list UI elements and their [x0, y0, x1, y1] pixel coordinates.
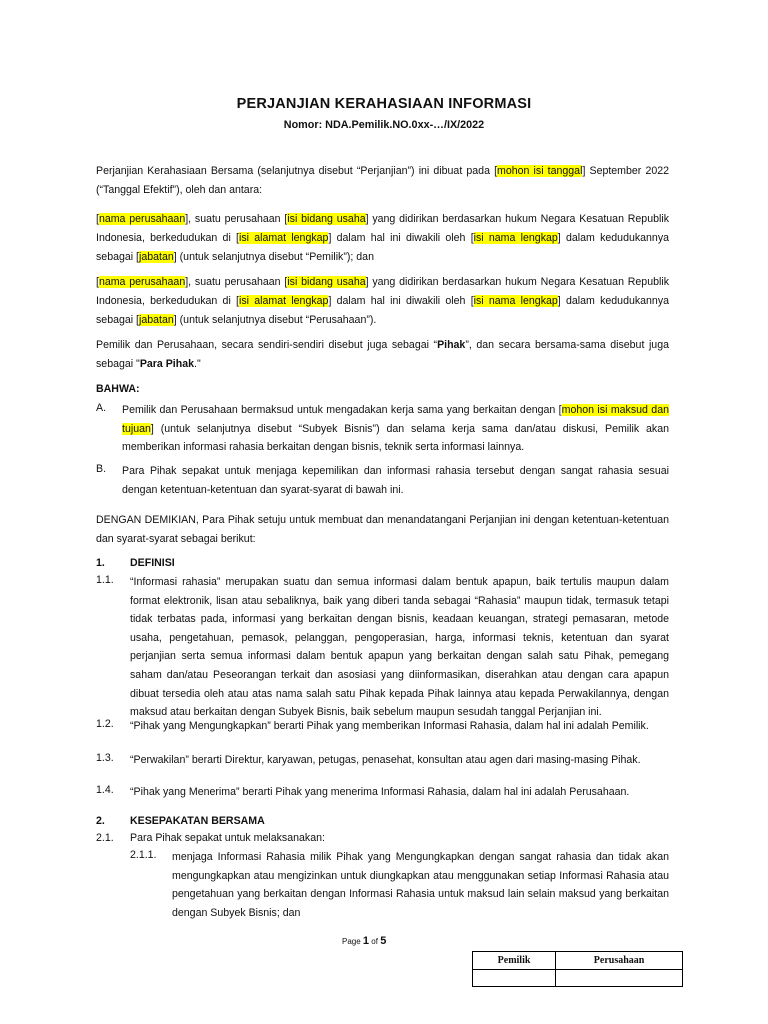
signature-table — [472, 951, 683, 987]
section-2-heading: KESEPAKATAN BERSAMA — [130, 815, 265, 827]
clause-text: “Informasi rahasia” merupakan suatu dan semua informasi dalam bentuk apapun, baik tertulis maupun dalam format elektronik, lisan atau sebaliknya, baik yang diberi tanda sebagai “Rahasia” maupun tidak, termasuk tetapi tidak terbatas pada, informasi yang berkaitan dengan bisnis, keadaan keuangan, strategi pemasaran, metode usaha, pengetahuan, pemasok, pelanggan, pengoperasian, harga, informasi teknis, ketentuan dan syarat perjanjian serta semua informasi dalam bentuk apapun yang berkaitan dengan salah satu Pihak, pemegang saham dan/atau Peseorangan terkait dan asosiasi yang diinformasikan, diserahkan atau dengan cara apapun dibuat tersedia oleh atau atas nama salah satu Pihak kepada Pihak lainnya atau kepada Perwakilannya, dengan maksud atau berkaitan dengan Subyek Bisnis, baik sebelum maupun sesudah tanggal Perjanjian ini. — [130, 576, 669, 719]
term-para-pihak: Para Pihak — [139, 358, 195, 370]
text: ], suatu perusahaan [ — [185, 213, 288, 225]
clause-number: 1.4. — [96, 784, 114, 796]
bahwa-heading: BAHWA: — [96, 383, 140, 395]
company-initial-cell — [556, 970, 683, 987]
clause-number: 1.2. — [96, 718, 114, 730]
text: [ — [96, 276, 99, 288]
clause-text: “Perwakilan” berarti Direktur, karyawan, petugas, penasehat, konsultan atau agen dari masing-masing Pihak. — [130, 754, 641, 766]
text: ] dalam kedudukannya sebagai [ — [96, 232, 670, 263]
clause-number: 1.1. — [96, 574, 114, 586]
text: [ — [96, 213, 99, 225]
term-pihak: Pihak — [437, 339, 466, 351]
address-placeholder: isi alamat lengkap — [239, 232, 329, 244]
clause-text: Para Pihak sepakat untuk melaksanakan: — [130, 832, 325, 844]
text: ] yang didirikan berdasarkan hukum Negara Kesatuan Republik Indonesia, berkedudukan di [ — [96, 213, 669, 244]
recital-b-label: B. — [96, 463, 107, 475]
clause-text: “Pihak yang Menerima” berarti Pihak yang menerima Informasi Rahasia, dalam hal ini adalah Perusahaan. — [130, 786, 630, 798]
full-name-placeholder: isi nama lengkap — [473, 232, 558, 244]
section-2-number: 2. — [96, 815, 105, 827]
text: ”, dan secara bersama-sama disebut juga sebagai " — [96, 339, 669, 370]
text: ] (untuk selanjutnya disebut “Perusahaan”). — [173, 314, 377, 326]
recital-a-label: A. — [96, 402, 107, 414]
clause-number: 1.3. — [96, 752, 114, 764]
company-column-header: Perusahaan — [556, 952, 683, 970]
page-footer — [342, 935, 386, 947]
section-1-number: 1. — [96, 557, 105, 569]
text: ] yang didirikan berdasarkan hukum Negara Kesatuan Republik Indonesia, berkedudukan di [ — [96, 276, 669, 307]
position-placeholder: jabatan — [139, 251, 174, 263]
company-name-placeholder: nama perusahaan — [98, 213, 186, 225]
recital-b-text: Para Pihak sepakat untuk menjaga kepemilikan dan informasi rahasia tersebut dengan sangat rahasia sesuai dengan ketentuan-ketentuan dan syarat-syarat di bawah ini. — [122, 465, 669, 496]
party-owner-paragraph — [96, 210, 669, 267]
document-title: PERJANJIAN KERAHASIAAN INFORMASI — [236, 96, 532, 112]
clause-text: “Pihak yang Mengungkapkan” berarti Pihak yang memberikan Informasi Rahasia, dalam hal ini adalah Pemilik. — [130, 720, 649, 732]
party-company-paragraph — [96, 273, 669, 330]
of-word: of — [371, 937, 378, 946]
text: ." — [194, 358, 201, 370]
position-placeholder: jabatan — [139, 314, 174, 326]
section-1-heading: DEFINISI — [130, 557, 175, 569]
date-placeholder: mohon isi tanggal — [497, 165, 583, 177]
owner-initial-cell — [473, 970, 556, 987]
purpose-placeholder: mohon isi maksud dan tujuan — [122, 404, 669, 435]
text: Pemilik dan Perusahaan bermaksud untuk mengadakan kerja sama yang berkaitan dengan [ — [122, 404, 562, 416]
page-total: 5 — [380, 935, 387, 947]
clause-number: 2.1. — [96, 832, 114, 844]
text: ] (untuk selanjutnya disebut “Subyek Bisnis”) dan selama kerja sama dan/atau diskusi, Pemilik akan memberikan informasi rahasia berkaitan dengan bisnis, teknik serta informasi lainnya. — [122, 422, 669, 454]
intro-text: Perjanjian Kerahasiaan Bersama (selanjutnya disebut “Perjanjian”) ini dibuat pada [ — [96, 165, 498, 177]
demikian-paragraph: DENGAN DEMIKIAN, Para Pihak setuju untuk membuat dan menandatangani Perjanjian ini dengan ketentuan-ketentuan dan syarat-syarat sebagai berikut: — [96, 514, 669, 545]
text: ] dalam hal ini diwakili oleh [ — [328, 295, 474, 307]
text: ], suatu perusahaan [ — [185, 276, 288, 288]
page-number: 1 — [362, 935, 370, 947]
recital-a-text — [122, 401, 669, 457]
text: ] dalam hal ini diwakili oleh [ — [328, 232, 474, 244]
owner-column-header: Pemilik — [473, 952, 556, 970]
business-field-placeholder: isi bidang usaha — [287, 213, 366, 225]
intro-text-end: ] September 2022 (“Tanggal Efektif”), oleh dan antara: — [96, 165, 670, 196]
company-name-placeholder: nama perusahaan — [98, 276, 186, 288]
parties-paragraph — [96, 336, 669, 374]
business-field-placeholder: isi bidang usaha — [287, 276, 366, 288]
subclause-number: 2.1.1. — [130, 849, 157, 861]
intro-paragraph — [96, 162, 669, 200]
text: ] (untuk selanjutnya disebut “Pemilik”); dan — [173, 251, 374, 263]
text: Pemilik dan Perusahaan, secara sendiri-sendiri disebut juga sebagai “ — [96, 339, 438, 351]
document-number: Nomor: NDA.Pemilik.NO.0xx-…/IX/2022 — [283, 119, 485, 131]
full-name-placeholder: isi nama lengkap — [473, 295, 558, 307]
page-word: Page — [342, 937, 361, 946]
address-placeholder: isi alamat lengkap — [239, 295, 329, 307]
subclause-text: menjaga Informasi Rahasia milik Pihak yang Mengungkapkan dengan sangat rahasia dan tidak akan mengungkapkan atau mengizinkan untuk diungkapkan atau menggunakan setiap Informasi Rahasia atau pengetahuan yang berkaitan dengan Informasi Rahasia untuk maksud lain selain maksud yang berkaitan dengan Subyek Bisnis; dan — [172, 851, 669, 919]
text: ] dalam kedudukannya sebagai [ — [96, 295, 670, 326]
